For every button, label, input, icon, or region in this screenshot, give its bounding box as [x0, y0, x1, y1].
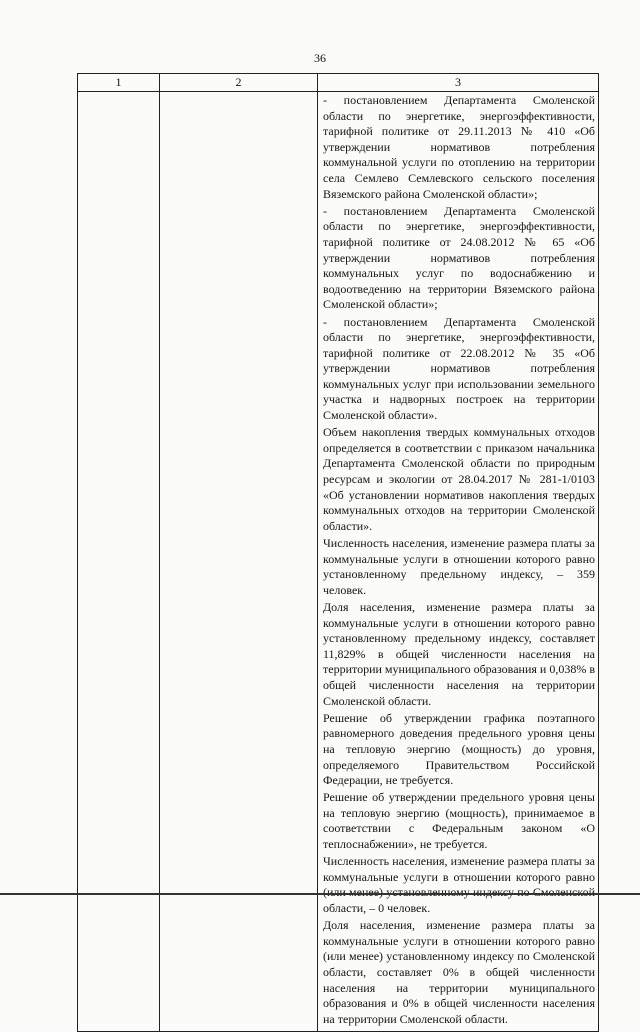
paragraph-population-count-regional: Численность населения, изменение размера платы за коммунальные услуги в отношении которого равно области, – 0 человек.	[323, 854, 595, 916]
page-number: 36	[314, 51, 326, 65]
paragraph-population-count: Численность населения, изменение размера платы за коммунальные услуги в отношении которого равно установленному предельному индексу, – 359 человек.	[323, 536, 595, 597]
column-header-1: 1	[78, 74, 160, 92]
paragraph-population-share: Доля населения, изменение размера платы за коммунальные услуги в отношении которого равно установленному предельному индексу, составляет 11,829% в общей численности населения на территории муниципального образования и 0,038% в общей численности населения на территории Смоленской области.	[323, 599, 595, 708]
cell-column-1	[78, 92, 160, 1032]
column-header-3: 3	[318, 74, 599, 92]
paragraph-resolution-410: - постановлением Департамента Смоленской области по энергетике, энергоэффективности, тарифной политике от 29.11.2013 № 410 «Об утверждении нормативов потребления коммунальной услуги по отоплению на территории села Семлево Семлевского сельского поселения Вяземского района Смоленской области»;	[323, 93, 595, 201]
paragraph-price-limit: Решение об утверждении предельного уровня цены на тепловую энергию (мощность), принимаемое в соответствии с Федеральным законом «О теплоснабжении», не требуется.	[323, 790, 595, 852]
table-row	[78, 92, 599, 1032]
column-header-2: 2	[160, 74, 318, 92]
paragraph-resolution-65: - постановлением Департамента Смоленской области по энергетике, энергоэффективности, тарифной политике от 24.08.2012 № 65 «Об утверждении нормативов потребления коммунальных услуг по водоснабжению и водоотведению на территории Вяземского района Смоленской области»;	[323, 203, 595, 312]
cell-column-2	[160, 92, 318, 1032]
paragraph-price-schedule: Решение об утверждении графика поэтапного равномерного доведения предельного уровня цены на тепловую энергию (мощность) до уровня, определяемого Правительством Российской Федерации, не требуется.	[323, 710, 595, 788]
paragraph-population-share-regional: Доля населения, изменение размера платы за коммунальные услуги в отношении которого равно (или менее) установленному индексу по Смоленской области, составляет 0% в общей численности населения на территории муниципального образования и 0% в общей численности населения на территории Смоленской области.	[323, 918, 595, 1026]
cell-content	[318, 92, 598, 1031]
bottom-rule	[0, 893, 640, 895]
table-header-row	[78, 74, 599, 92]
document-table	[77, 73, 599, 1032]
paragraph-waste-volume: Объем накопления твердых коммунальных отходов определяется в соответствии с приказом начальника Департамента Смоленской области по природным ресурсам и экологии от 28.04.2017 № 281-1/0103 «Об установлении нормативов накопления твердых коммунальных отходов на территории Смоленской области».	[323, 425, 595, 533]
cell-column-3	[318, 92, 599, 1032]
paragraph-resolution-35: - постановлением Департамента Смоленской области по энергетике, энергоэффективности, тарифной политике от 22.08.2012 № 35 «Об утверждении нормативов потребления коммунальных услуг при использовании земельного участка и надворных построек на территории Смоленской области».	[323, 314, 595, 423]
